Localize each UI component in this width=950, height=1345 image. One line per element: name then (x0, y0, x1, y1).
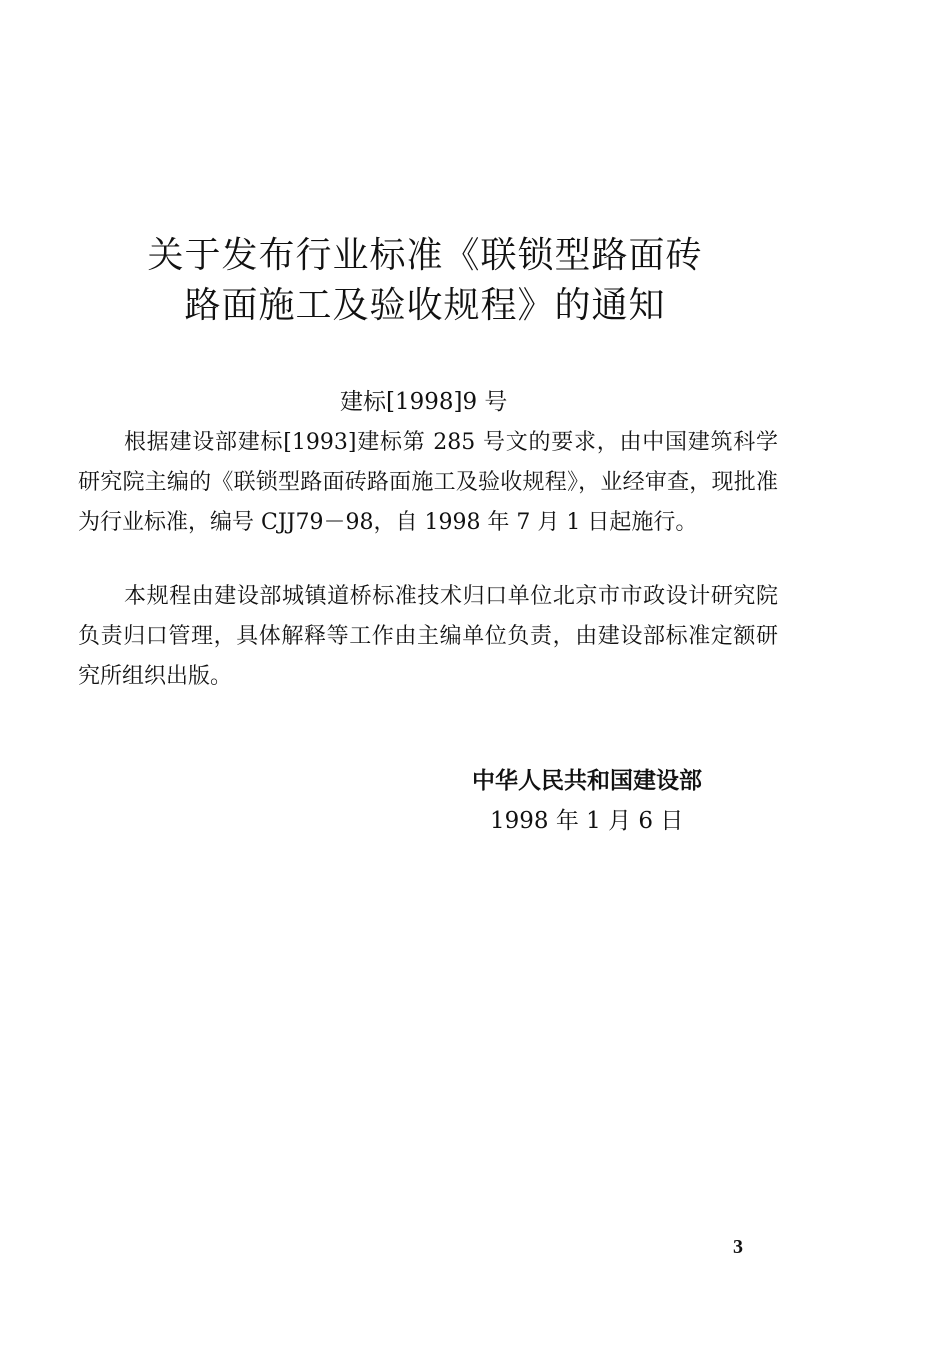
page-number: 3 (733, 1236, 743, 1258)
document-number: 建标[1998]9 号 (340, 389, 508, 415)
body-paragraph-1: 根据建设部建标[1993]建标第 285 号文的要求，由中国建筑科学研究院主编的《联锁型路面砖路面施工及验收规程》，业经审查，现批准为行业标准，编号 CJJ79－98，自 1998 年 7 月 1 日起施行。 (78, 430, 778, 535)
notice-title-line-2: 路面施工及验收规程》的通知 (184, 285, 666, 326)
issue-date: 1998 年 1 月 6 日 (490, 808, 684, 834)
issuing-authority: 中华人民共和国建设部 (472, 767, 702, 794)
notice-title-line-1: 关于发布行业标准《联锁型路面砖 (147, 235, 703, 276)
body-paragraph-2: 本规程由建设部城镇道桥标准技术归口单位北京市市政设计研究院负责归口管理，具体解释等工作由主编单位负责，由建设部标准定额研究所组织出版。 (78, 584, 778, 689)
